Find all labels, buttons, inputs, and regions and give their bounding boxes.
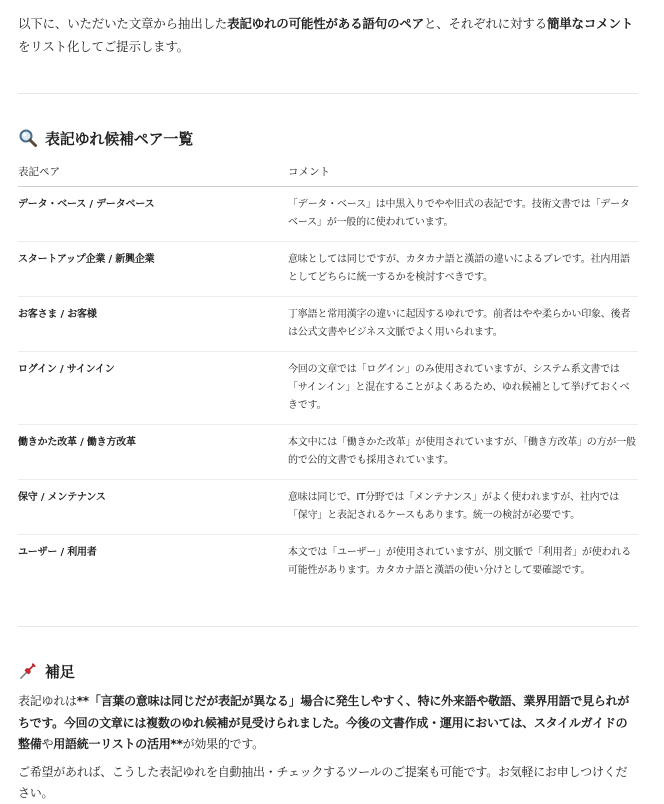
comment-cell: 本文では「ユーザー」が使用されていますが、別文脈で「利用者」が使われる可能性があります。カタカナ語と漢語の使い分けとして要確認です。 [288, 547, 631, 576]
pair-cell: スタートアップ企業 / 新興企業 [18, 242, 288, 297]
comment-cell: 丁寧語と常用漢字の違いに起因するゆれです。前者はやや柔らかい印象、後者は公式文書やビジネス文脈でよく用いられます。 [288, 297, 638, 352]
closing-paragraph: ご希望があれば、こうした表記ゆれを自動抽出・チェックするツールのご提案も可能です。お気軽にお申しつけください。 [18, 764, 628, 800]
section-title-note [18, 661, 638, 681]
section-title-candidates [18, 128, 638, 148]
table-header-row [18, 163, 638, 187]
comment-cell: 本文中には「働きかた改革」が使用されていますが、「働き方改革」の方が一般的で公的文書でも採用されています。 [288, 425, 638, 480]
intro-paragraph [18, 12, 638, 58]
table-row [18, 352, 638, 425]
magnifier-icon [18, 128, 38, 148]
pair-cell: ユーザー / 利用者 [18, 547, 97, 558]
intro-text-2: と、それぞれに対する [423, 16, 547, 31]
table-row [18, 480, 638, 535]
header-comment: コメント [288, 163, 638, 187]
pair-cell: 働きかた改革 / 働き方改革 [18, 425, 288, 480]
note-text-2: や [41, 737, 54, 751]
intro-text-1: 以下に、いただいた文章から抽出した [18, 16, 228, 31]
section-title-text: 補足 [45, 662, 75, 681]
table-row [18, 297, 638, 352]
divider [18, 626, 638, 627]
comment-cell: 「データ・ベース」は中黒入りでやや旧式の表記です。技術文書では「データベース」が一般的に使われています。 [288, 187, 638, 242]
intro-bold-2: 簡単なコメント [546, 16, 634, 31]
note-bold-1: **「言葉の意味は同じだが表記が異なる」場合に発生しやすく、特に外来語や敬語、業界用語で見られがちです。今回の文章には複数のゆれ候補が見受けられました。今後の文書作成・運用においては、スタイルガイドの整備 [18, 694, 630, 751]
comment-cell: 今回の文章では「ログイン」のみ使用されていますが、システム系文書では「サインイン」と混在することがよくあるため、ゆれ候補として挙げておくべきです。 [288, 352, 638, 425]
divider [18, 93, 638, 94]
header-pair: 表記ペア [18, 163, 288, 187]
note-paragraph [18, 691, 638, 756]
pair-cell: 保守 / メンテナンス [18, 480, 288, 535]
pair-cell: ログイン / サインイン [18, 352, 288, 425]
note-text-1: 表記ゆれは [18, 694, 77, 708]
table-row [18, 535, 638, 590]
comment-cell: 意味としては同じですが、カタカナ語と漢語の違いによるブレです。社内用語としてどちらに統一するかを検討すべきです。 [288, 242, 638, 297]
pushpin-icon [18, 661, 38, 681]
comment-cell: 意味は同じで、IT分野では「メンテナンス」がよく使われますが、社内では「保守」と表記されるケースもあります。統一の検討が必要です。 [288, 480, 638, 535]
pair-cell: データ・ベース / データベース [18, 187, 288, 242]
intro-bold-1: 表記ゆれの可能性がある語句のペア [227, 16, 424, 31]
table-row [18, 187, 638, 242]
note-text-3: が効果的です。 [182, 737, 264, 751]
table-row [18, 242, 638, 297]
intro-text-3: をリスト化してご提示します。 [18, 39, 189, 54]
table-row [18, 425, 638, 480]
section-title-text: 表記ゆれ候補ペア一覧 [45, 129, 194, 148]
yure-table [18, 163, 638, 589]
note-bold-2: 用語統一リストの活用** [53, 737, 183, 751]
pair-cell: お客さま / お客様 [18, 297, 288, 352]
